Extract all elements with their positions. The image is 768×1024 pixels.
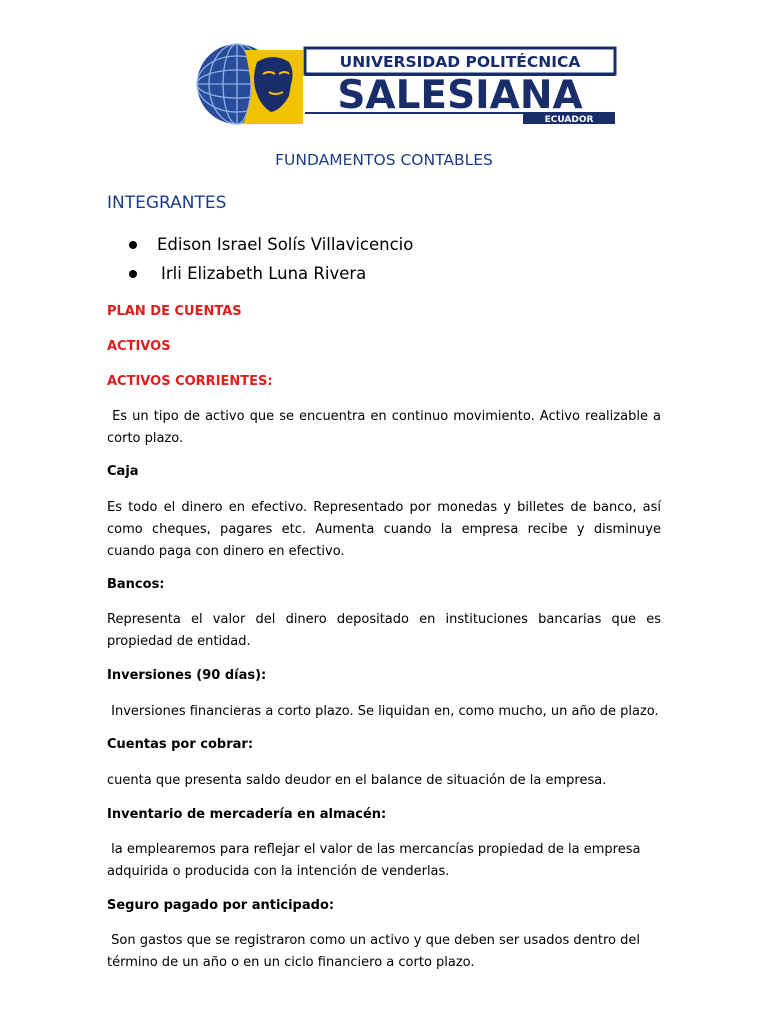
- account-heading: Cuentas por cobrar:: [107, 737, 254, 752]
- member-name: Edison Israel Solís Villavicencio: [157, 235, 414, 254]
- logo-line3: ECUADOR: [544, 115, 594, 125]
- account-paragraph: la emplearemos para reflejar el valor de las mercancías propiedad de la empresa adquirida o producida con la intención de venderlas.: [107, 842, 645, 879]
- member-name: Irli Elizabeth Luna Rivera: [161, 264, 367, 283]
- account-paragraph: Representa el valor del dinero depositado en instituciones bancarias que es propiedad de entidad.: [107, 612, 661, 649]
- account-paragraph: Es todo el dinero en efectivo. Representado por monedas y billetes de banco, así como cheques, pagares etc. Aumenta cuando la empresa recibe y disminuye cuando paga con dinero en efectivo.: [107, 500, 661, 559]
- bullet-icon: [129, 270, 137, 278]
- account-paragraph: Inversiones financieras a corto plazo. Se liquidan en, como mucho, un año de plazo.: [107, 704, 659, 719]
- intro-paragraph: Es un tipo de activo que se encuentra en continuo movimiento. Activo realizable a corto plazo.: [107, 409, 666, 446]
- account-heading: Inversiones (90 días):: [107, 668, 267, 683]
- list-item: [129, 263, 413, 292]
- logo-line1: UNIVERSIDAD POLITÉCNICA: [339, 53, 581, 71]
- activos-corrientes-heading: ACTIVOS CORRIENTES:: [107, 374, 273, 389]
- plan-heading: PLAN DE CUENTAS: [107, 304, 242, 319]
- bullet-icon: [129, 241, 137, 249]
- list-item: [129, 234, 413, 263]
- account-heading: Inventario de mercadería en almacén:: [107, 807, 387, 822]
- account-paragraph: cuenta que presenta saldo deudor en el balance de situación de la empresa.: [107, 773, 607, 788]
- account-heading: Bancos:: [107, 577, 165, 592]
- document-title: FUNDAMENTOS CONTABLES: [275, 151, 493, 169]
- university-logo: [193, 40, 619, 128]
- logo-line2: SALESIANA: [337, 73, 583, 118]
- account-paragraph: Son gastos que se registraron como un activo y que deben ser usados dentro del término de un año o en un ciclo financiero a corto plazo.: [107, 933, 645, 970]
- account-heading: Caja: [107, 464, 139, 479]
- activos-heading: ACTIVOS: [107, 339, 171, 354]
- members-list: [129, 234, 413, 292]
- account-heading: Seguro pagado por anticipado:: [107, 898, 335, 913]
- integrantes-heading: INTEGRANTES: [107, 193, 227, 213]
